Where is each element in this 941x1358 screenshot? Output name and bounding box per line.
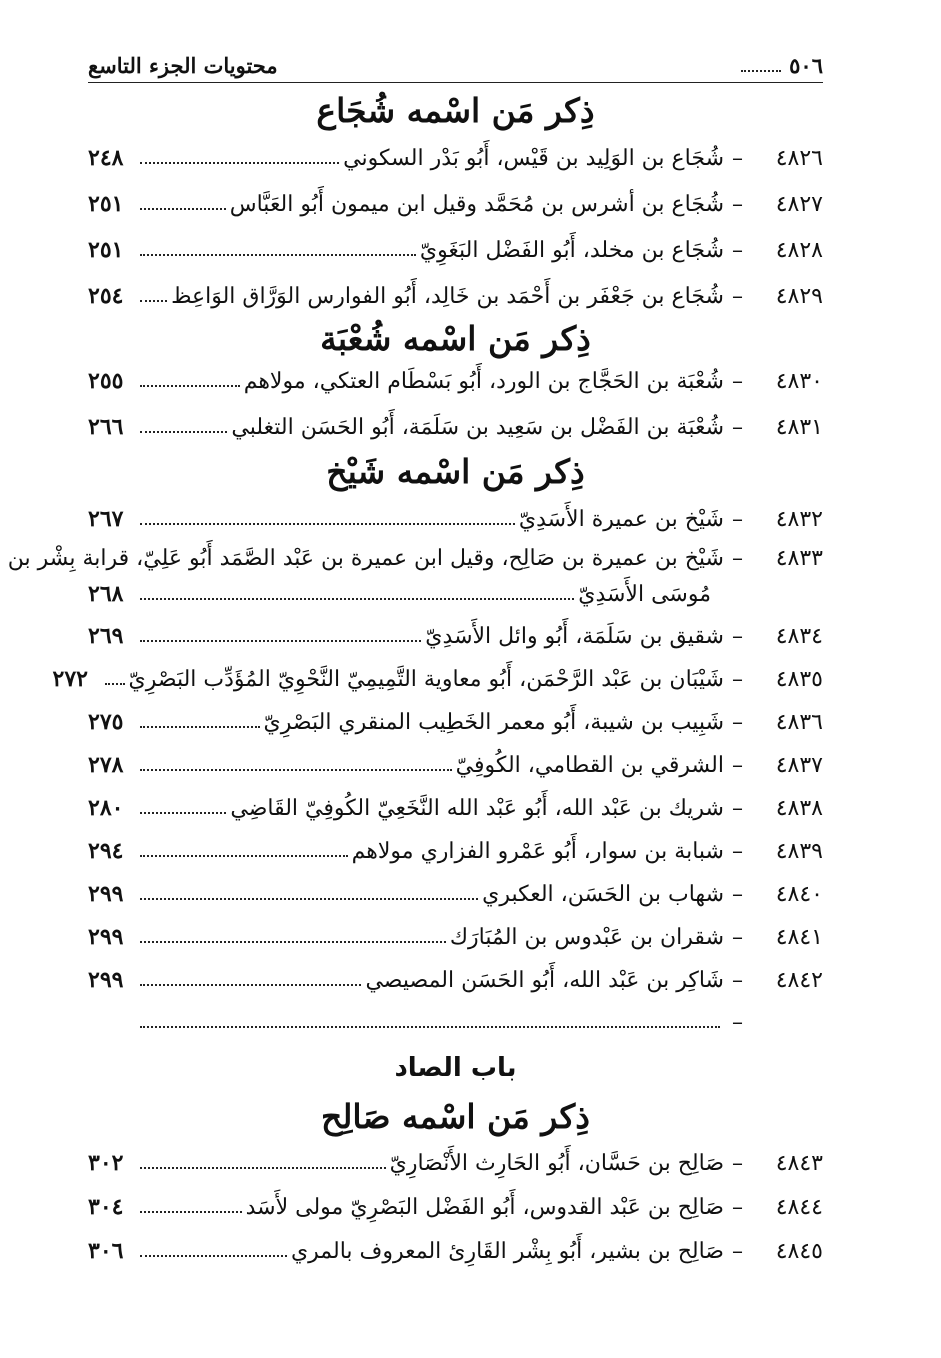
- entry-separator: –: [732, 237, 743, 263]
- toc-entry: [88, 506, 823, 532]
- entry-title: شَاكِر بن عَبْد الله، أَبُو الحَسَن المصيصي: [365, 967, 724, 993]
- entry-separator: –: [732, 623, 743, 649]
- entry-number: ٤٨٣٦: [775, 709, 823, 735]
- entry-page: ٢٧٨: [88, 751, 124, 778]
- leader-dots: [140, 941, 446, 943]
- entry-title-continuation: مُوسَى الأَسَدِيّ: [578, 581, 711, 607]
- entry-number: ٤٨٣١: [775, 415, 823, 441]
- page-header: [88, 30, 823, 83]
- leader-dots: [140, 431, 227, 433]
- running-header: [733, 53, 823, 78]
- leader-dots: [140, 812, 226, 814]
- toc-entry: [88, 795, 823, 821]
- section-heading-shuja: ذِكر مَن اسْمه شُجَاع: [316, 91, 595, 130]
- entry-title: شقيق بن سَلَمَة، أَبُو وائل الأَسَدِيّ: [425, 623, 724, 649]
- entry-page: ٢٧٥: [88, 708, 124, 735]
- entry-page: ٢٥١: [88, 236, 124, 263]
- toc-entry: [88, 967, 823, 993]
- leader-dots: [140, 254, 416, 256]
- leader-dots: [140, 1255, 287, 1257]
- toc-entry: [88, 145, 823, 171]
- entry-number: ٤٨٣٥: [775, 666, 823, 692]
- toc-entry-wrapped: [7, 545, 823, 607]
- entry-number: ٤٨٣٠: [775, 369, 823, 395]
- entry-title: صَالِح بن عَبْد القدوس، أَبُو الفَضْل البَصْرِيّ مولى لأَسَد: [245, 1195, 724, 1221]
- entry-title: شَيْبَان بن عَبْد الرَّحْمَن، أَبُو معاوية التَّمِيمِيّ النَّحْوِيّ المُؤَدِّب البَصْرِيّ: [128, 666, 724, 692]
- section-heading-shuba: ذِكر مَن اسْمه شُعْبَة: [320, 318, 591, 358]
- entry-page: ٢٦٦: [88, 414, 124, 441]
- leader-dots: [140, 300, 167, 302]
- entry-separator: –: [732, 838, 743, 864]
- entry-page: ٣٠٦: [88, 1238, 124, 1265]
- leader-dots: [140, 984, 361, 986]
- entry-number: ٤٨٤٣: [775, 1151, 823, 1177]
- toc-entry: [88, 283, 823, 309]
- entry-title: شَبِيب بن شيبة، أَبُو معمر الخَطِيب المنقري البَصْرِيّ: [263, 709, 724, 735]
- entry-title: شُجَاع بن جَعْفَر بن أَحْمَد بن خَالِد، أَبُو الفوارس الوَرَّاق الوَاعِظ: [171, 283, 724, 309]
- header-leader-dots: [741, 70, 781, 72]
- entry-number: ٤٨٣٤: [775, 623, 823, 649]
- entry-title: شُجَاع بن أشرس بن مُحَمَّد وقيل ابن ميمون أَبُو العَبَّاس: [229, 191, 724, 217]
- entry-number: ٤٨٢٦: [775, 145, 823, 171]
- toc-entry: [88, 838, 823, 864]
- entry-page: ٣٠٤: [88, 1194, 124, 1221]
- entry-number: ٤٨٤٠: [775, 881, 823, 907]
- toc-entry: [88, 1150, 823, 1176]
- entry-page: ٢٥١: [88, 190, 124, 217]
- toc-entry: [88, 1194, 823, 1220]
- entry-title: شَيْخ بن عميرة الأَسَدِيّ: [518, 506, 724, 532]
- section-heading-salih: ذِكر مَن اسْمه صَالِح: [321, 1096, 590, 1136]
- entry-separator: –: [732, 709, 743, 735]
- entry-separator: –: [732, 145, 743, 171]
- entry-separator: –: [732, 1009, 743, 1035]
- entry-separator: –: [732, 1195, 743, 1221]
- entry-number: ٤٨٢٧: [775, 191, 823, 217]
- entry-number: ٤٨٤٥: [775, 1239, 823, 1265]
- toc-entry: [88, 414, 823, 440]
- entry-separator: –: [732, 924, 743, 950]
- entry-page: ٢٩٩: [88, 880, 124, 907]
- entry-separator: –: [732, 415, 743, 441]
- entry-title: شريك بن عَبْد الله، أَبُو عَبْد الله النَّخَعِيّ الكُوفِيّ القَاضِي: [230, 795, 724, 821]
- entry-separator: –: [732, 1239, 743, 1265]
- entry-number: ٤٨٤٢: [775, 967, 823, 993]
- entry-separator: –: [732, 881, 743, 907]
- toc-entry: [88, 709, 823, 735]
- entry-title: شُجَاع بن الوَلِيد بن قَيْس، أَبُو بَدْر السكوني: [343, 145, 724, 171]
- entry-title: صَالِح بن بشير، أَبُو بِشْر القَارِئ المعروف بالمري: [290, 1239, 724, 1265]
- leader-dots: [140, 1211, 242, 1213]
- toc-entry: [52, 665, 823, 692]
- entry-page: ٢٩٤: [88, 837, 124, 864]
- entry-separator: –: [732, 666, 743, 692]
- entry-page: ٢٥٥: [88, 368, 124, 395]
- entry-number: ٤٨٣٣: [775, 545, 823, 571]
- running-title: محتويات الجزء التاسع: [88, 53, 278, 78]
- entry-number: ٤٨٤٤: [775, 1195, 823, 1221]
- entry-title: شُعْبَة بن الفَضْل بن سَعِيد بن سَلَمَة، أَبُو الحَسَن التغلبي: [231, 415, 724, 441]
- entry-number: ٤٨٢٨: [775, 237, 823, 263]
- entry-page: ٢٥٤: [88, 282, 124, 309]
- entry-number: ٤٨٢٩: [775, 283, 823, 309]
- entry-separator: –: [732, 545, 743, 571]
- leader-dots: [140, 898, 478, 900]
- section-heading-shaykh: ذِكر مَن اسْمه شَيْخ: [326, 452, 585, 492]
- entry-title: شبابة بن سوار، أَبُو عَمْرو الفزاري مولاهم: [351, 838, 724, 864]
- leader-dots: [140, 162, 339, 164]
- entry-page: ٣٠٢: [88, 1150, 124, 1177]
- leader-dots: [140, 769, 452, 771]
- toc-entry: [88, 1010, 823, 1035]
- leader-dots: [140, 1167, 386, 1169]
- toc-entry: [88, 752, 823, 778]
- entry-separator: –: [732, 795, 743, 821]
- entry-page: ٢٦٨: [88, 580, 124, 607]
- entry-separator: –: [732, 369, 743, 395]
- toc-entry: [88, 881, 823, 907]
- entry-page: ٢٩٩: [88, 923, 124, 950]
- entry-number: ٤٨٣٢: [775, 506, 823, 532]
- entry-number: ٤٨٣٨: [775, 795, 823, 821]
- entry-separator: –: [732, 506, 743, 532]
- leader-dots: [140, 208, 226, 210]
- entry-page: ٢٦٩: [88, 622, 124, 649]
- entry-number: ٤٨٣٧: [775, 752, 823, 778]
- entry-separator: –: [732, 1151, 743, 1177]
- leader-dots: [140, 385, 240, 387]
- entry-title: شهاب بن الحَسَن، العكبري: [482, 881, 724, 907]
- entry-separator: –: [732, 283, 743, 309]
- entry-page: ٢٧٢: [52, 665, 88, 692]
- entry-page: ٢٤٨: [88, 144, 124, 171]
- entry-title: الشرقي بن القطامي، الكُوفِيّ: [455, 752, 724, 778]
- toc-entry: [88, 237, 823, 263]
- leader-dots: [140, 523, 515, 525]
- page-number: ٥٠٦: [789, 53, 823, 78]
- leader-dots: [140, 640, 421, 642]
- leader-dots: [140, 855, 348, 857]
- entry-title: شقران بن عَبْدوس بن المُبَارَك: [449, 924, 724, 950]
- leader-dots: [140, 1026, 720, 1028]
- leader-dots: [105, 683, 125, 685]
- toc-entry: [88, 924, 823, 950]
- toc-page: [7, 30, 823, 1338]
- entry-number: ٤٨٤١: [775, 924, 823, 950]
- entry-separator: –: [732, 191, 743, 217]
- entry-title: شَيْخ بن عميرة بن صَالِح، وقيل ابن عميرة بن عَبْد الصَّمَد أَبُو عَلِيّ، قرابة بِشْر بن: [7, 545, 724, 571]
- leader-dots: [140, 598, 574, 600]
- entry-separator: –: [732, 967, 743, 993]
- chapter-heading: باب الصاد: [394, 1052, 517, 1083]
- entry-page: ٢٦٧: [88, 505, 124, 532]
- entry-title: صَالِح بن حَسَّان، أَبُو الحَارِث الأَنْصَارِيّ: [389, 1151, 724, 1177]
- toc-entry: [88, 368, 823, 394]
- entry-number: ٤٨٣٩: [775, 838, 823, 864]
- entry-page: ٢٩٩: [88, 966, 124, 993]
- entry-title: شُجَاع بن مخلد، أَبُو الفَضْل البَغَوِيّ: [419, 237, 724, 263]
- entry-page: ٢٨٠: [88, 794, 124, 821]
- toc-entry: [88, 1238, 823, 1264]
- entry-title: شُعْبَة بن الحَجَّاج بن الورد، أَبُو بَسْطَام العتكي، مولاهم: [243, 369, 724, 395]
- toc-entry: [88, 623, 823, 649]
- entry-separator: –: [732, 752, 743, 778]
- toc-entry: [88, 191, 823, 217]
- leader-dots: [140, 726, 260, 728]
